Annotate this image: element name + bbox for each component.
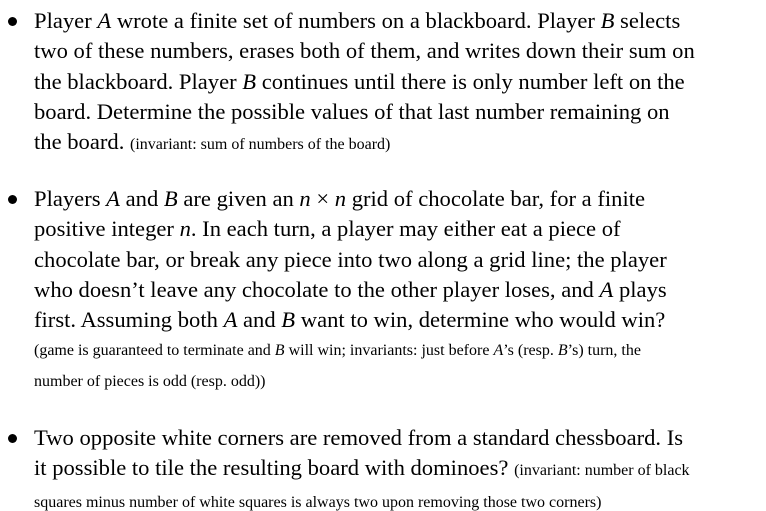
text-line: chocolate bar, or break any piece into two along a grid line; the player <box>34 246 667 272</box>
text-line: who doesn’t leave any chocolate to the other player loses, and A plays <box>34 276 667 302</box>
text-line: positive integer n. In each turn, a player may either eat a piece of <box>34 216 621 242</box>
bullet-item-3 <box>34 423 760 511</box>
bullet-item-2 <box>34 184 760 397</box>
invariant-note: number of pieces is odd (resp. odd)) <box>34 373 266 391</box>
text-line: Player A wrote a finite set of numbers on a blackboard. Player B selects <box>34 8 681 33</box>
text-line: the board. (invariant: sum of numbers of the board) <box>34 129 391 155</box>
text-line: Two opposite white corners are removed from a standard chessboard. Is <box>34 425 684 450</box>
text-line: it possible to tile the resulting board with dominoes? (invariant: number of black <box>34 455 690 481</box>
text-line: two of these numbers, erases both of them, and writes down their sum on <box>34 38 695 64</box>
invariant-note: (game is guaranteed to terminate and B will win; invariants: just before A’s (resp. B’s) turn, the <box>34 342 641 360</box>
text-line: Players A and B are given an n × n grid of chocolate bar, for a finite <box>34 186 646 211</box>
bullet-dot <box>8 434 17 443</box>
invariant-note: (invariant: sum of numbers of the board) <box>130 136 391 154</box>
invariant-note: (invariant: number of black <box>514 462 690 480</box>
bullet-dot <box>8 195 17 204</box>
text-line: the blackboard. Player B continues until there is only number left on the <box>34 68 685 94</box>
bullet-dot <box>8 17 17 26</box>
text-line: first. Assuming both A and B want to win, determine who would win? <box>34 307 666 333</box>
invariant-note: squares minus number of white squares is always two upon removing those two corners) <box>34 493 602 511</box>
bullet-item-1 <box>34 6 760 160</box>
text-line: board. Determine the possible values of that last number remaining on <box>34 98 670 124</box>
